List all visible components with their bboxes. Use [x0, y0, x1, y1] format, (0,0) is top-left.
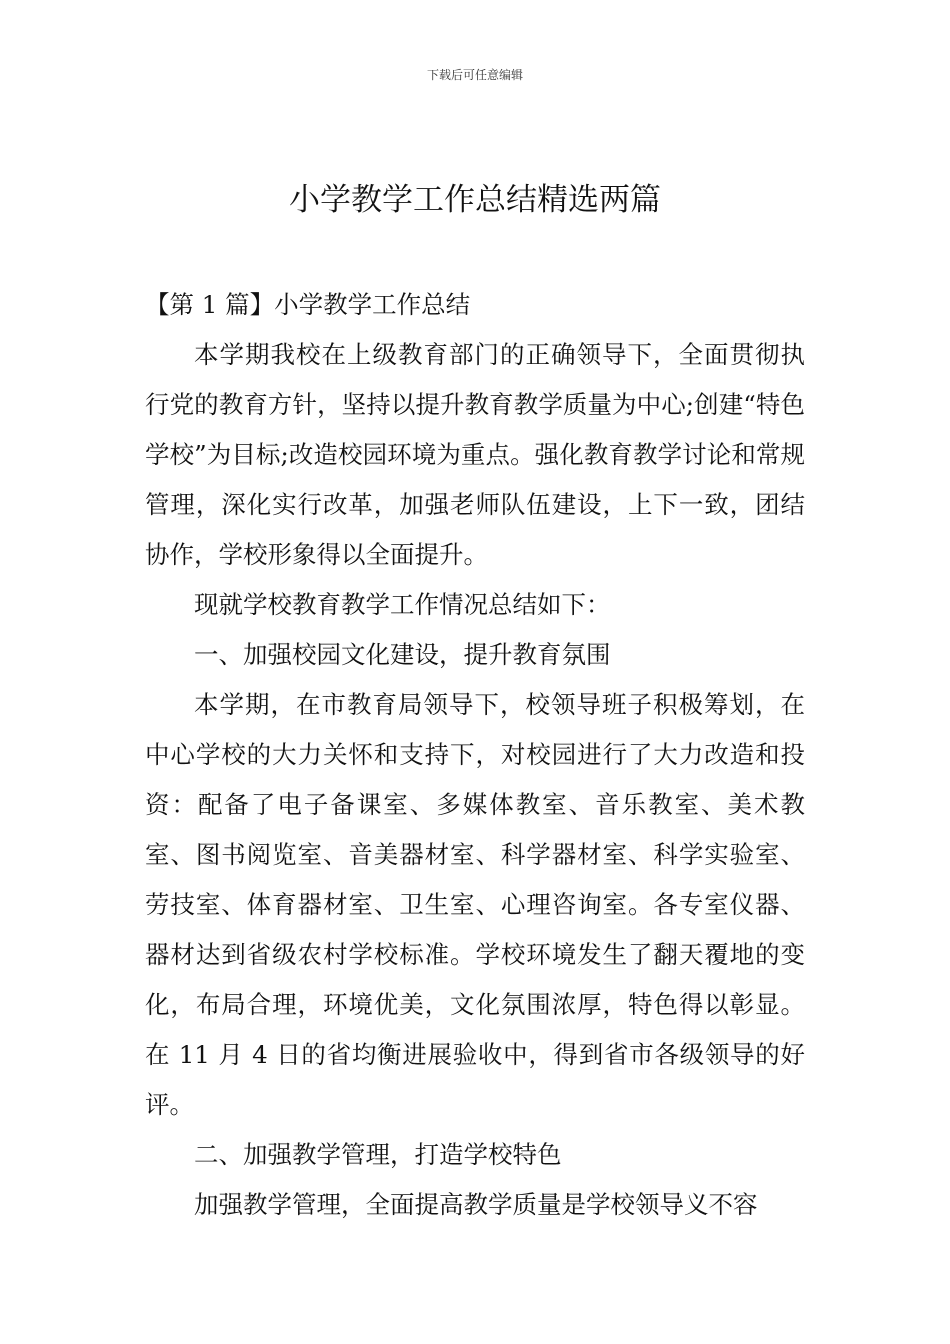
document-body [145, 280, 805, 1230]
paragraph-summary-lead: 现就学校教育教学工作情况总结如下： [194, 590, 611, 619]
paragraph-culture: 本学期，在市教育局领导下，校领导班子积极筹划，在中心学校的大力关怀和支持下，对校园进行了大力改造和投资：配备了电子备课室、多媒体教室、音乐教室、美术教室、图书阅览室、音美器材室、科学器材室、科学实验室、劳技室、体育器材室、卫生室、心理咨询室。各专室仪器、器材达到省级农村学校标准。学校环境发生了翻天覆地的变化，布局合理，环境优美，文化氛围浓厚，特色得以彰显。在 11 月 4 日的省均衡进展验收中，得到省市各级领导的好评。 [145, 690, 805, 1119]
subheading-teaching-management: 二、加强教学管理，打造学校特色 [194, 1140, 562, 1169]
section-heading: 【第 1 篇】小学教学工作总结 [145, 290, 471, 319]
header-note: 下载后可任意编辑 [426, 68, 523, 82]
document-title: 小学教学工作总结精选两篇 [289, 182, 661, 218]
subheading-culture: 一、加强校园文化建设，提升教育氛围 [194, 640, 611, 669]
paragraph-teaching-management: 加强教学管理，全面提高教学质量是学校领导义不容 [194, 1190, 758, 1219]
paragraph-intro: 本学期我校在上级教育部门的正确领导下，全面贯彻执行党的教育方针，坚持以提升教育教学质量为中心;创建“特色学校”为目标;改造校园环境为重点。强化教育教学讨论和常规管理，深化实行改革，加强老师队伍建设，上下一致，团结协作，学校形象得以全面提升。 [145, 340, 805, 569]
